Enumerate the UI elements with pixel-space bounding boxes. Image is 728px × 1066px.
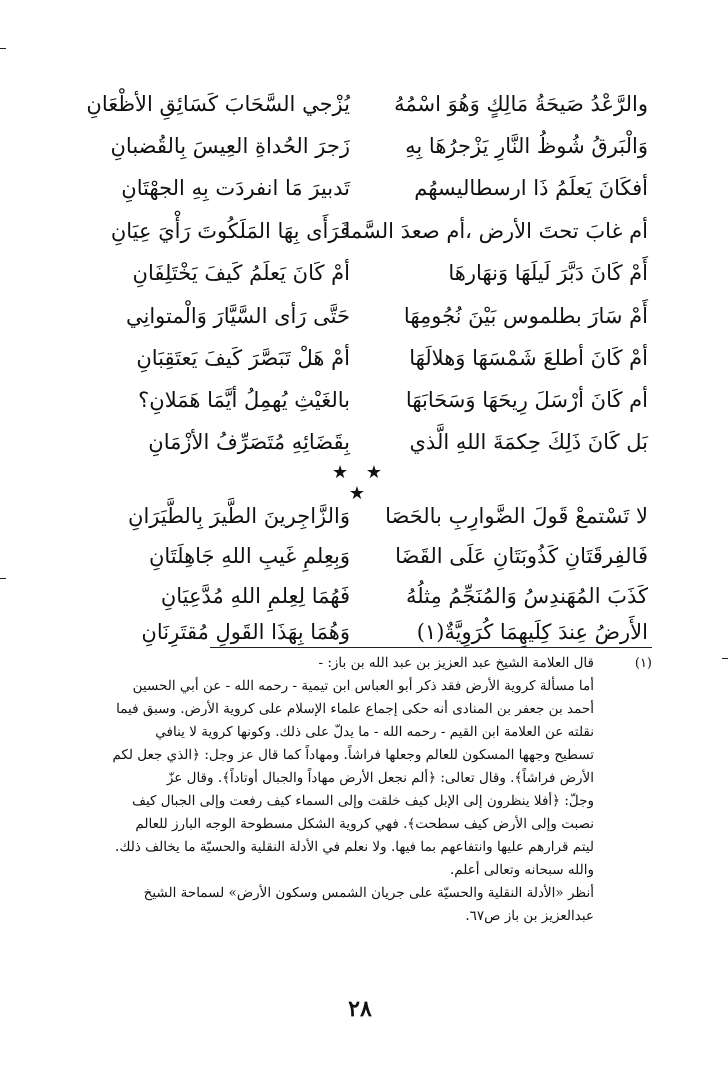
verse-first-hemistich: والرَّعْدُ صَيحَةُ مَالِكٍ وَهُوَ اسْمُهُ xyxy=(394,92,648,116)
footnote-line: أما مسألة كروية الأرض فقد ذكر أبو العباس ابن تيمية - رحمه الله - عن أبي الحسين xyxy=(132,678,594,694)
verse-first-hemistich: أَمْ سَارَ بطلموس بَيْنَ نُجُومِهَا xyxy=(403,304,648,328)
right-edge-mark xyxy=(722,658,728,659)
verse-second-hemistich: وَبِعِلمِ غَيبِ اللهِ جَاهِلَتَانِ xyxy=(148,544,350,568)
verse-line xyxy=(0,496,728,536)
footnote-line: تسطيح وجهها المسكون للعالم وجعلها فراشاً. ومهاداً كما قال عز وجل: ﴿الذي جعل لكم xyxy=(112,747,594,763)
footnote-line: الأرض فراشاً﴾. وقال تعالى: ﴿ألم نجعل الأرض مهاداً والجبال أوتاداً﴾. وقال عزّ xyxy=(166,770,594,786)
footnote-line: أحمد بن جعفر بن المنادى أنه حكى إجماع علماء الإسلام على كروية الأرض. وسبق فيما xyxy=(116,701,594,717)
verse-first-hemistich: أمْ كَانَ أطلعَ شَمْسَهَا وَهلالَهَا xyxy=(409,346,648,370)
verse-second-hemistich: فَهُمَا لِعِلمِ اللهِ مُدَّعِيَانِ xyxy=(160,584,350,608)
footnote-line: وجلّ: ﴿أفلا ينظرون إلى الإبل كيف خلقت وإلى السماء كيف رفعت وإلى الجبال كيف xyxy=(131,793,594,809)
verse-first-hemistich: أم غابَ تحتَ الأرض ،أم صعدَ السَّما xyxy=(344,219,648,243)
verse-line xyxy=(0,612,728,652)
verse-second-hemistich: وَهُمَا بِهَذَا القَولِ مُقتَرِنَانِ xyxy=(141,620,350,644)
footnote-divider xyxy=(210,647,652,648)
footnote-line: ليتم قرارهم عليها وانتفاعهم بما فيها. ولا نعلم في الأدلة النقلية والحسيّة ما يخالف ذلك. xyxy=(115,839,594,855)
footnote xyxy=(60,652,652,942)
verse-first-hemistich: أم كَانَ أرْسَلَ رِيحَهَا وَسَحَابَهَا xyxy=(405,388,648,412)
verse-second-hemistich: بِقَضَائِهِ مُتَصَرِّفُ الأزْمَانِ xyxy=(148,430,350,454)
verse-first-hemistich: أَمْ كَانَ دَبَّرَ لَيلَهَا وَنهَارهَا xyxy=(448,261,648,285)
verse-second-hemistich: تَدبيرَ مَا انفردَت بِهِ الجهْتَانِ xyxy=(121,176,350,200)
footnote-line: والله سبحانه وتعالى أعلم. xyxy=(450,862,594,878)
footnote-line: عبدالعزيز بن باز ص٦٧. xyxy=(465,908,594,924)
verse-first-hemistich: لا تَسْتمعْ قَولَ الضَّوارِبِ بالحَصَا xyxy=(385,504,648,528)
verse-second-hemistich: فَرَأَى بِهَا المَلَكُوتَ رَأْيَ عِيَانِ xyxy=(110,219,350,243)
verse-first-hemistich: بَل كَانَ ذَلِكَ حِكمَةَ اللهِ الَّذي xyxy=(409,430,648,454)
verse-second-hemistich: وَالزَّاجِرينَ الطَّيرَ بِالطَّيَرَانِ xyxy=(128,504,350,528)
footnote-text xyxy=(54,652,594,928)
verse-second-hemistich: يُزْجي السَّحَابَ كَسَائِقِ الأظْعَانِ xyxy=(86,92,350,116)
footnote-line: أنظر «الأدلة النقلية والحسيّة على جريان الشمس وسكون الأرض» لسماحة الشيخ xyxy=(143,885,594,901)
footnote-line: نقلته عن العلامة ابن القيم - رحمه الله - ما يدلّ على ذلك. وكونها كروية لا ينافي xyxy=(155,724,594,740)
page-number: ٢٨ xyxy=(348,996,372,1022)
verse-second-hemistich: أمْ هَلْ تَبَصَّرَ كَيفَ يَعتَقِبَانِ xyxy=(136,346,350,370)
verse-first-hemistich: الأَرضُ عِندَ كِلَيهِمَا كُرَوِيَّةٌ(١) xyxy=(416,620,648,644)
verse-line xyxy=(0,536,728,576)
verse-second-hemistich: حَتَّى رَأى السَّيَّارَ وَالْمتوانِي xyxy=(126,304,350,328)
verse-first-hemistich: كَذَبَ المُهَندِسُ وَالمُنَجِّمُ مِثلُهُ xyxy=(405,584,648,608)
verse-first-hemistich: وَالْبَرقُ شُوظُ النَّارِ يَزْجرُهَا بِهِ xyxy=(405,134,648,158)
verse-second-hemistich: بالغَيْثِ يُهمِلُ أيَّمَا هَمَلانِ؟ xyxy=(138,388,350,412)
verse-second-hemistich: أمْ كَانَ يَعلَمُ كَيفَ يَخْتَلِفَانِ xyxy=(132,261,350,285)
star-separator: ★ ★ ★ xyxy=(332,462,388,504)
footnote-number: (١) xyxy=(634,656,652,671)
verse-first-hemistich: فَالفِرقَتَانِ كَذُوبَتَانِ عَلَى القَضَا xyxy=(395,544,648,568)
footnote-line: قال العلامة الشيخ عبد العزيز بن عبد الله بن باز: - xyxy=(318,655,594,671)
footnote-line: نصبت وإلى الأرض كيف سطحت﴾. فهي كروية الشكل مسطوحة الوجه البارز للعالم xyxy=(135,816,594,832)
verse-second-hemistich: زَجرَ الحُداةِ العِيسَ بِالقُضبانِ xyxy=(110,134,350,158)
verse-first-hemistich: أفكَانَ يَعلَمُ ذَا ارسطاليسهُم xyxy=(414,176,648,200)
verse-line xyxy=(0,576,728,616)
